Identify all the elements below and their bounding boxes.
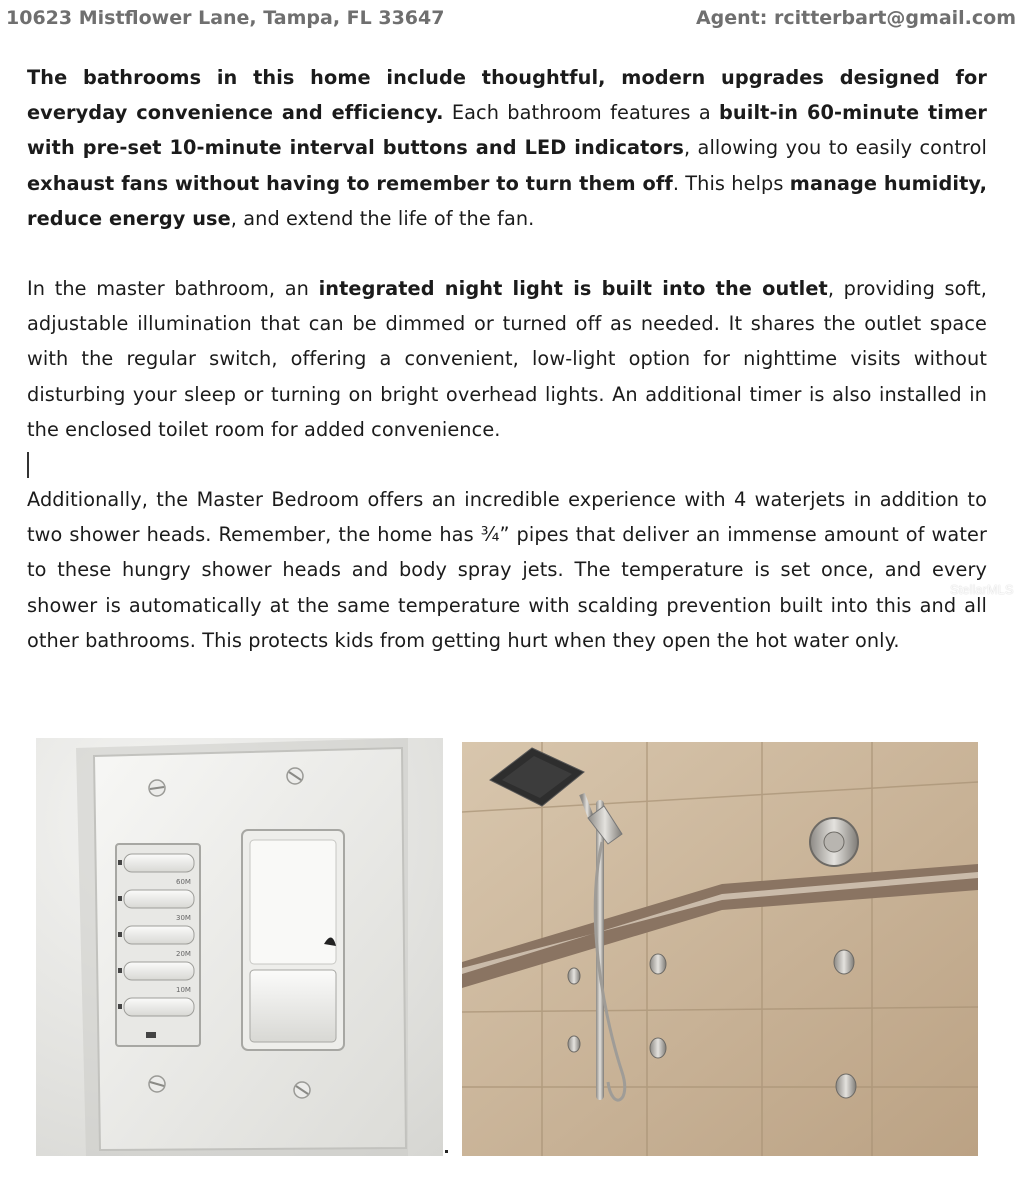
highlighted-phrase: manage humidity, reduce energy use: [27, 171, 987, 230]
highlighted-phrase: integrated night light is built into the outlet: [318, 277, 828, 301]
stray-period: [445, 1150, 448, 1153]
fan-switch-rocker: [250, 970, 336, 1042]
text-cursor: [27, 447, 987, 482]
timer-label-20m: 20M: [176, 950, 191, 958]
body-text: . This helps: [672, 171, 790, 195]
paragraph-shower: [27, 482, 987, 658]
body-text: Additionally, the Master Bedroom offers an incredible experience with 4 waterjets in addition to two shower heads. Remember, the home has ¾” pipes that deliver an immense amount of water to these hungry shower heads and body spray jets. The temperature is set once, and every shower is automatically at the same temperature with scalding prevention built into this and all other bathrooms. This protects kids from getting hurt when they open the hot water only.: [27, 488, 987, 652]
timer-switch-photo: [36, 738, 443, 1156]
night-light-panel: [250, 840, 336, 964]
body-text: Each bathroom features a: [443, 101, 719, 125]
timer-label-30m: 30M: [176, 914, 191, 922]
highlighted-phrase: exhaust fans without having to remember to turn them off: [27, 171, 673, 195]
mls-watermark: StellarMLS: [950, 582, 1014, 597]
body-text: , providing soft, adjustable illumination that can be dimmed or turned off as needed. It shares the outlet space with the regular switch, offering a convenient, low-light option for nighttime visits without disturbing your sleep or turning on bright overhead lights. An additional timer is also installed in the enclosed toilet room for added convenience.: [27, 277, 988, 441]
agent-email: Agent: rcitterbart@gmail.com: [695, 7, 1016, 29]
page-header: [0, 0, 1024, 36]
timer-label-10m: 10M: [176, 986, 191, 994]
shower-photo: [462, 742, 978, 1156]
timer-label-60m: 60M: [176, 878, 191, 886]
body-text: In the master bathroom, an: [27, 277, 319, 301]
paragraph-timer: [27, 60, 987, 236]
highlighted-phrase: built-in 60-minute timer with pre-set 10-minute interval buttons and LED indicators: [27, 101, 987, 160]
paragraph-night-light: [27, 271, 987, 447]
body-text: , allowing you to easily control: [683, 136, 987, 160]
highlighted-phrase: The bathrooms in this home include thoughtful, modern upgrades designed for everyday convenience and efficiency.: [27, 66, 987, 125]
property-address: 10623 Mistflower Lane, Tampa, FL 33647: [6, 7, 445, 29]
document-body: [27, 60, 987, 658]
body-text: , and extend the life of the fan.: [230, 206, 535, 230]
